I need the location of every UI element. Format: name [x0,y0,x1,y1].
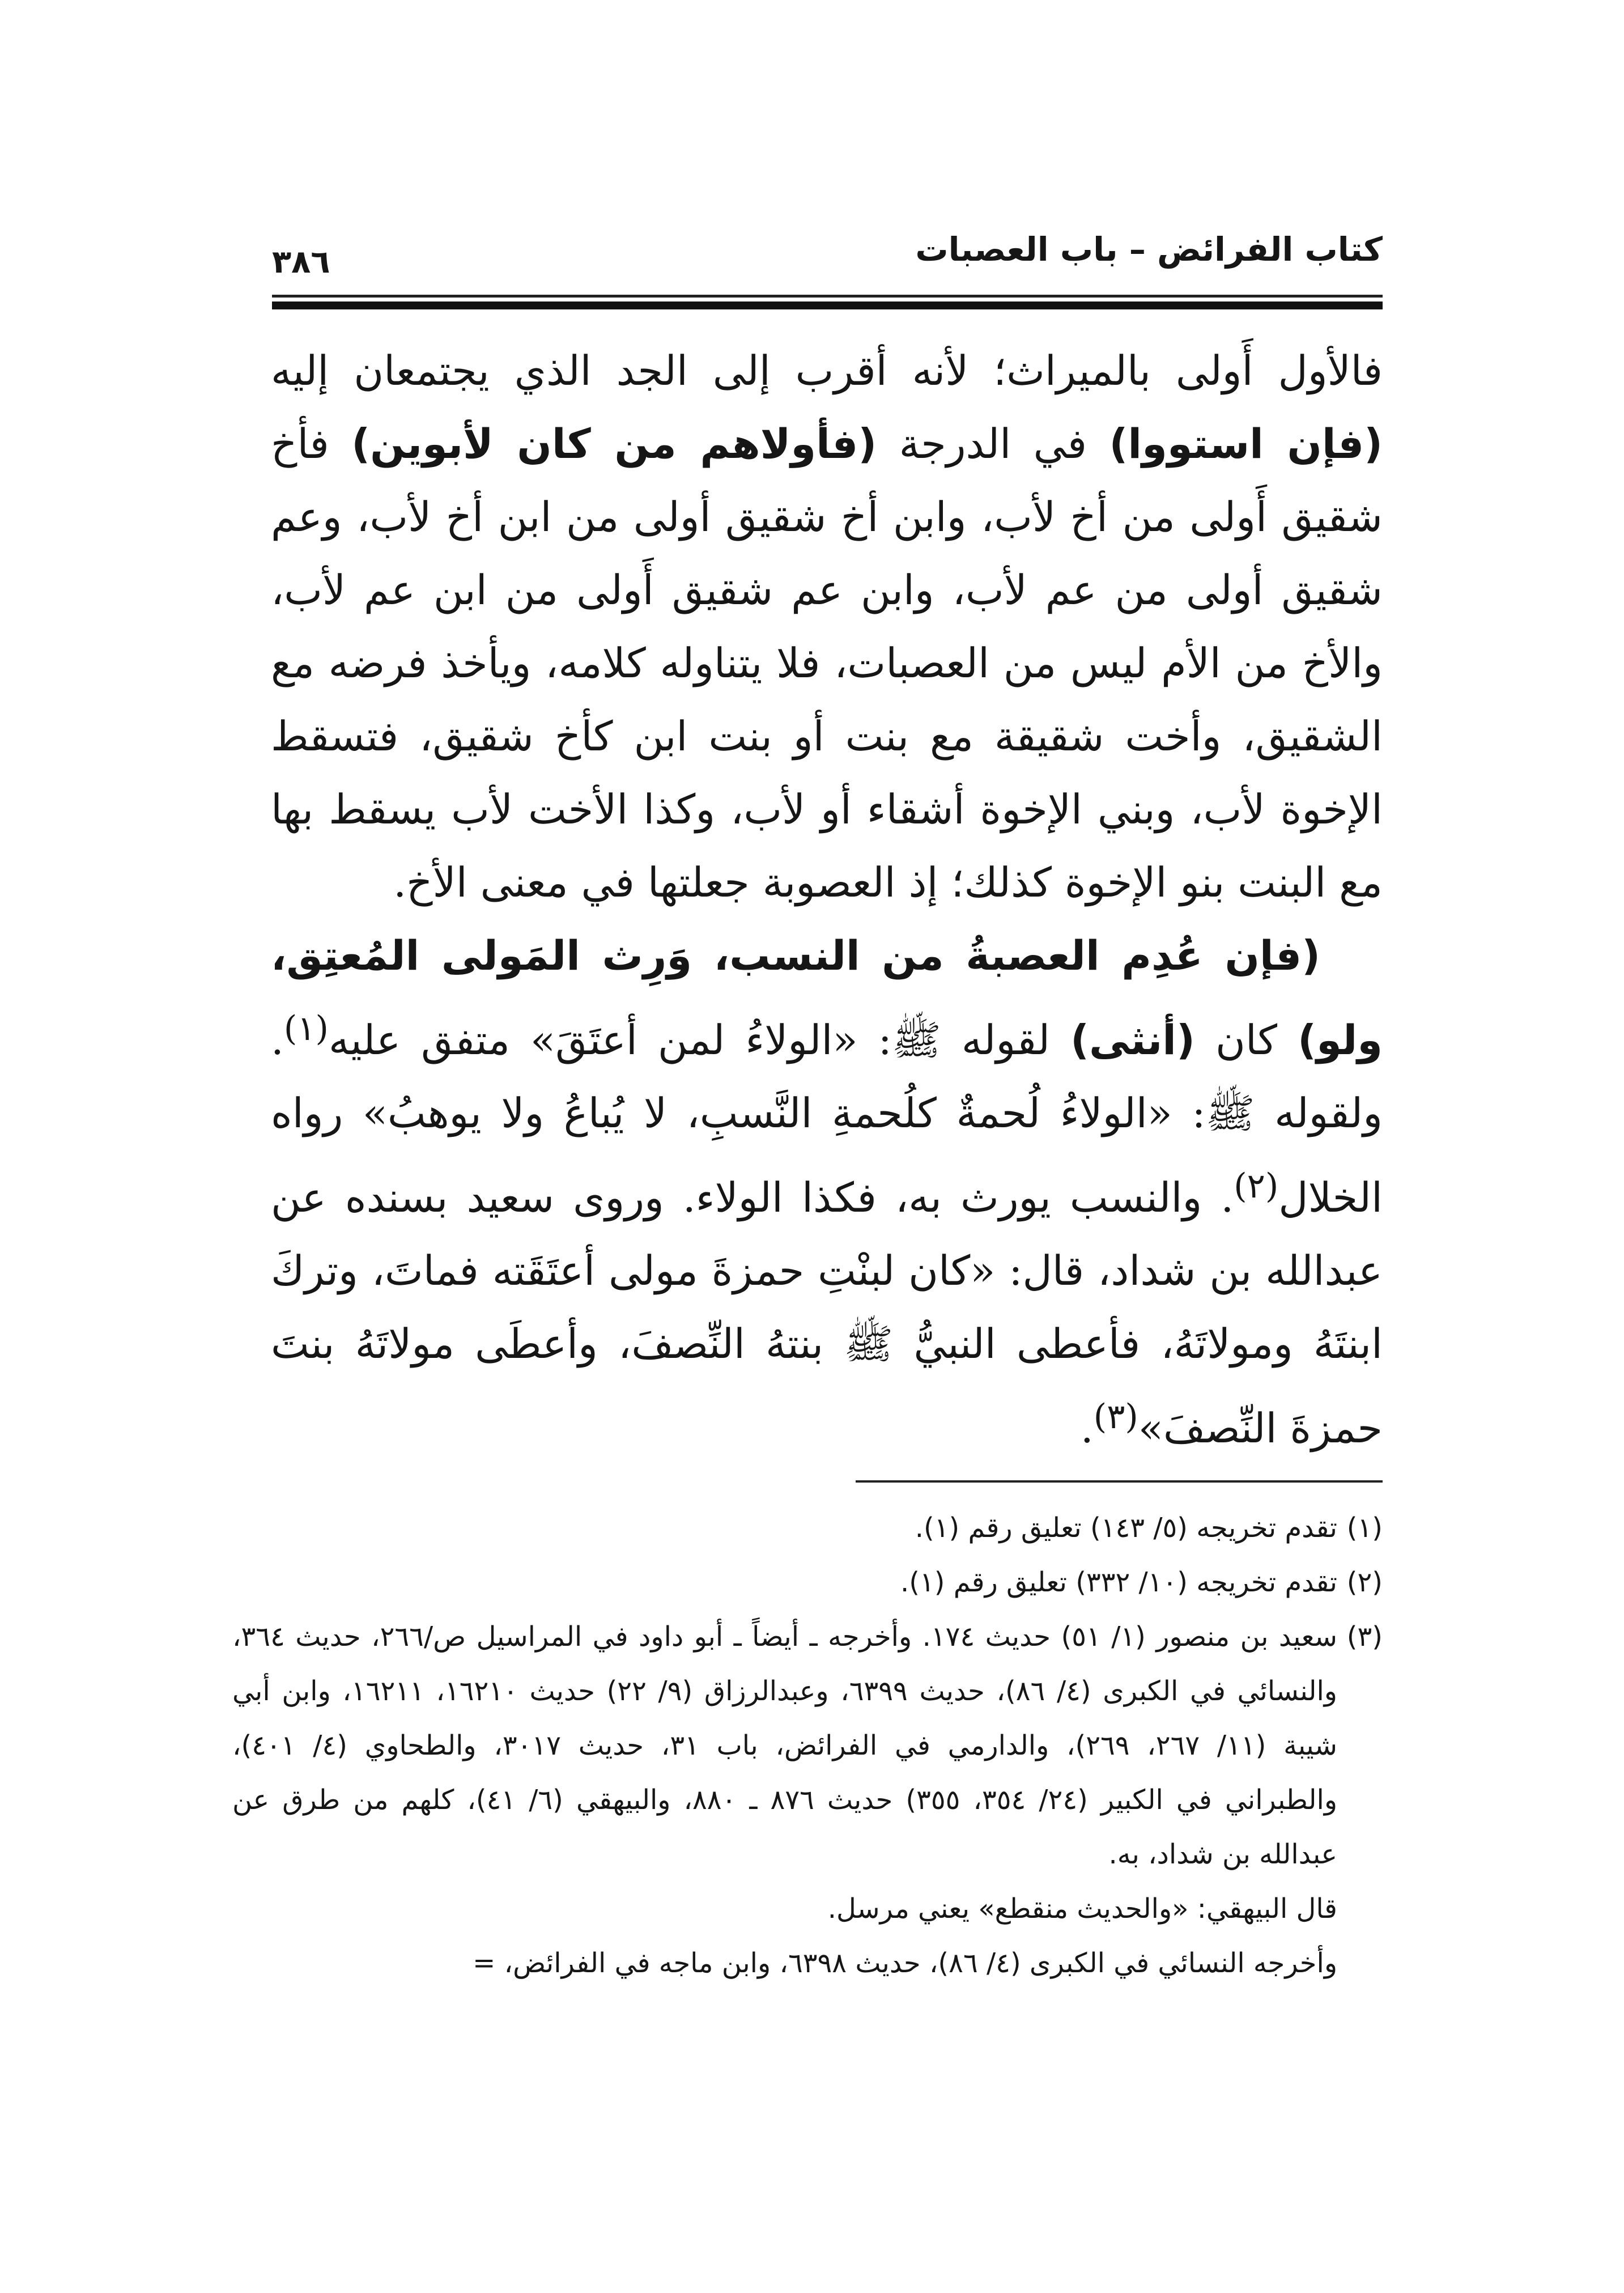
text-run: في الدرجة [877,420,1109,468]
text-run: فالأول أَولى بالميراث؛ لأنه أقرب إلى الجد الذي يجتمعان إليه [271,347,1383,394]
footnotes [232,1501,1383,1990]
footnote-ref-2[interactable]: (٢) [1234,1166,1279,1206]
footnote-ref-3[interactable]: (٣) [1093,1397,1138,1437]
matn-bold: (فإن عُدِم العصبةُ من النسب، وَرِث المَولى المُعتِق، ولو) [271,932,1383,1064]
footnote-text: تقدم تخريجه (١٠/ ٣٣٢) تعليق رقم (١). [900,1566,1337,1598]
footnote-number: (٣) [1346,1621,1383,1653]
footnote-number: (٢) [1346,1566,1383,1598]
header-rule-thin [272,295,1383,298]
text-run: كان [1194,1016,1298,1064]
matn-bold: (فأولاهم من كان لأبوين) [351,420,877,468]
page-header [272,230,1383,281]
footnote-ref-1[interactable]: (١) [283,1009,329,1048]
running-title: كتاب الفرائض – باب العصبات [915,230,1383,269]
footnote-separator [856,1480,1383,1483]
paragraph-1 [271,334,1383,919]
footnote-text: سعيد بن منصور (١/ ٥١) حديث ١٧٤. وأخرجه ـ أيضاً ـ أبو داود في المراسيل ص/٢٦٦، حديث ٣٦٤، والنسائي في الكبرى (٤/ ٨٦)، حديث ٦٣٩٩، وعبدالرزاق (٩/ ٢٢) حديث ١٦٢١٠، ١٦٢١١، وابن أبي شيبة (١١/ ٢٦٧، ٢٦٩)، والدارمي في الفرائض، باب ٣١، حديث ٣٠١٧، والطحاوي (٤/ ٤٠١)، والطبراني في الكبير (٢٤/ ٣٥٤، ٣٥٥) حديث ٨٧٦ ـ ٨٨٠، والبيهقي (٦/ ٤١)، كلهم من طرق عن عبدالله بن شداد، به. [232,1621,1338,1870]
matn-bold: (فإن استووا) [1109,420,1383,468]
footnote-3-continued [232,1936,1383,1990]
text-run: . [1080,1404,1094,1452]
footnote-1 [232,1501,1383,1555]
header-rule-thick [272,302,1383,309]
footnote-number: (١) [1346,1512,1383,1544]
text-run: . والنسب يورث به، فكذا الولاء. وروى سعيد بسنده عن عبدالله بن شداد، قال: «كان لبنْتِ حمزةَ مولى أعتَقَته فماتَ، وتركَ ابنتَهُ ومولاتَهُ، فأعطى النبيُّ ﷺ بنتهُ النِّصفَ، وأعطَى مولاتَهُ بنتَ حمزةَ النِّصفَ» [271,1174,1383,1452]
text-run: . ولقوله ﷺ: «الولاءُ لُحمةٌ كلُحمةِ النَّسبِ، لا يُباعُ ولا يوهبُ» رواه الخلال [271,1016,1383,1221]
footnote-text: وأخرجه النسائي في الكبرى (٤/ ٨٦)، حديث ٦٣٩٨، وابن ماجه في الفرائض، = [473,1947,1337,1979]
footnote-text: تقدم تخريجه (٥/ ١٤٣) تعليق رقم (١). [915,1512,1337,1544]
page-number: ٣٨٦ [272,244,330,281]
footnote-3-continued [232,1882,1383,1936]
matn-bold: (أنثى) [1070,1016,1195,1064]
text-run: فأخ شقيق أَولى من أخ لأب، وابن أخ شقيق أولى من ابن أخ لأب، وعم شقيق أولى من عم لأب، وابن عم شقيق أَولى من ابن عم لأب، والأخ من الأم ليس من العصبات، فلا يتناوله كلامه، ويأخذ فرضه مع الشقيق، وأخت شقيقة مع بنت أو بنت ابن كأخ شقيق، فتسقط الإخوة لأب، وبني الإخوة أشقاء أو لأب، وكذا الأخت لأب يسقط بها مع البنت بنو الإخوة كذلك؛ إذ العصوبة جعلتها في معنى الأخ. [271,420,1383,906]
footnote-2 [232,1555,1383,1610]
paragraph-2 [271,919,1383,1465]
main-text [271,334,1383,1465]
footnote-text: قال البيهقي: «والحديث منقطع» يعني مرسل. [827,1893,1337,1925]
footnote-3 [232,1610,1383,1882]
text-run: لقوله ﷺ: «الولاءُ لمن أعتَقَ» متفق عليه [328,1016,1071,1064]
